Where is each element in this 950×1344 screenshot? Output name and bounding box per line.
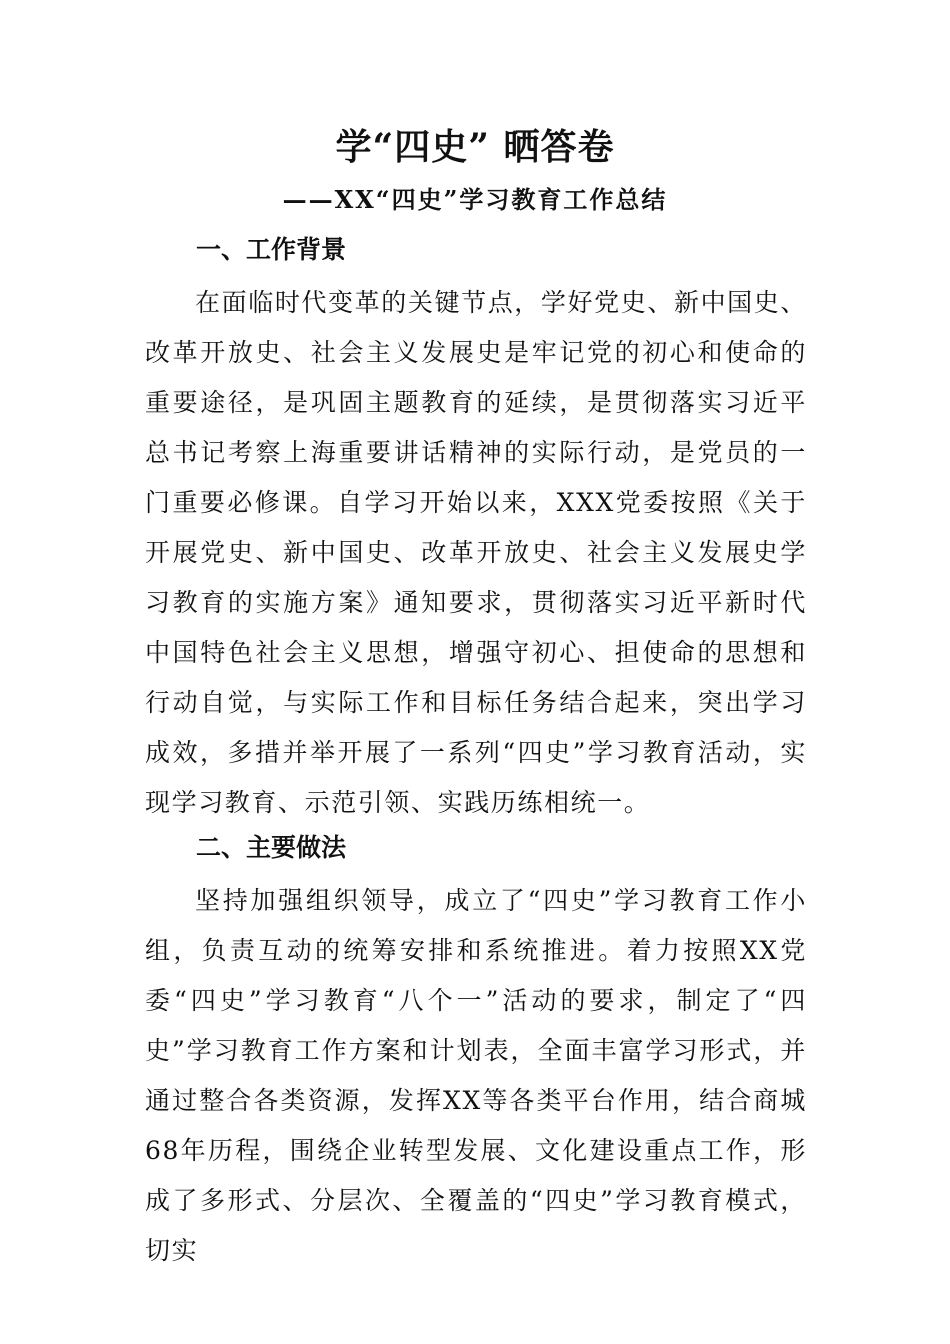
section-paragraph-background: 在面临时代变革的关键节点，学好党史、新中国史、改革开放史、社会主义发展史是牢记党的初心和使命的重要途径，是巩固主题教育的延续，是贯彻落实习近平总书记考察上海重要讲话精神的实际行动，是党员的一门重要必修课。自学习开始以来，XXX党委按照《关于开展党史、新中国史、改革开放史、社会主义发展史学习教育的实施方案》通知要求，贯彻落实习近平新时代中国特色社会主义思想，增强守初心、担使命的思想和行动自觉，与实际工作和目标任务结合起来，突出学习成效，多措并举开展了一系列“四史”学习教育活动，实现学习教育、示范引领、实践历练相统一。 xyxy=(145,288,807,817)
section-heading-main-practices: 二、主要做法 xyxy=(196,833,347,862)
section-paragraph-main-practices: 坚持加强组织领导，成立了“四史”学习教育工作小组，负责互动的统筹安排和系统推进。着力按照XX党委“四史”学习教育“八个一”活动的要求，制定了“四史”学习教育工作方案和计划表，全面丰富学习形式，并通过整合各类资源，发挥XX等各类平台作用，结合商城68年历程，围绕企业转型发展、文化建设重点工作，形成了多形式、分层次、全覆盖的“四史”学习教育模式，切实 xyxy=(145,886,807,1265)
document-subtitle: ——XX“四史”学习教育工作总结 xyxy=(282,185,668,214)
section-heading-background: 一、工作背景 xyxy=(196,235,347,264)
document-title: 学“四史” 晒答卷 xyxy=(335,126,615,168)
